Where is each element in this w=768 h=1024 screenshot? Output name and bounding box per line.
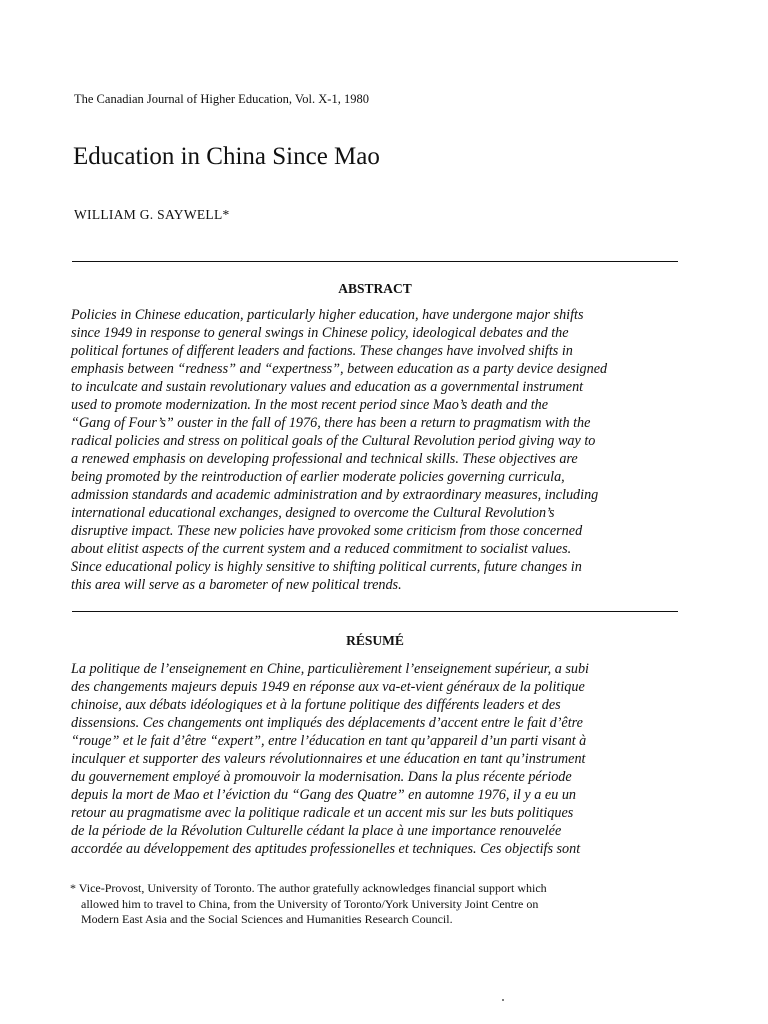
journal-citation: The Canadian Journal of Higher Education, Vol. X-1, 1980 bbox=[74, 92, 369, 106]
resume-line: de la période de la Révolution Culturelle cédant la place à une importance renouvelée bbox=[71, 823, 562, 839]
abstract-line: Since educational policy is highly sensitive to shifting political currents, future changes in bbox=[71, 559, 582, 575]
resume-line: “rouge” et le fait d’être “expert”, entre l’éducation en tant qu’appareil d’un parti visant à bbox=[71, 733, 587, 749]
resume-line: depuis la mort de Mao et l’éviction du “Gang des Quatre” en automne 1976, il y a eu un bbox=[71, 787, 577, 803]
resume-line: des changements majeurs depuis 1949 en réponse aux va-et-vient généraux de la politique bbox=[71, 679, 585, 695]
abstract-body bbox=[71, 306, 691, 594]
abstract-line: to inculcate and sustain revolutionary values and education as a governmental instrument bbox=[71, 379, 584, 395]
article-title: Education in China Since Mao bbox=[73, 143, 380, 170]
author-footnote bbox=[70, 881, 547, 928]
abstract-line: this area will serve as a barometer of new political trends. bbox=[71, 577, 402, 593]
abstract-line: radical policies and stress on political goals of the Cultural Revolution period giving way to bbox=[71, 433, 596, 449]
abstract-line: a renewed emphasis on developing professional and technical skills. These objectives are bbox=[71, 451, 578, 467]
abstract-line: Policies in Chinese education, particularly higher education, have undergone major shifts bbox=[71, 307, 584, 323]
resume-line: du gouvernement employé à promouvoir la modernisation. Dans la plus récente période bbox=[71, 769, 572, 785]
resume-line: inculquer et supporter des valeurs révolutionnaires et une éducation en tant qu’instrument bbox=[71, 751, 586, 767]
abstract-line: used to promote modernization. In the most recent period since Mao’s death and the bbox=[71, 397, 549, 413]
abstract-line: “Gang of Four’s” ouster in the fall of 1976, there has been a return to pragmatism with the bbox=[71, 415, 591, 431]
top-divider bbox=[72, 261, 678, 262]
abstract-line: about elitist aspects of the current system and a reduced commitment to socialist values. bbox=[71, 541, 572, 557]
abstract-line: political fortunes of different leaders and factions. These changes have involved shifts in bbox=[71, 343, 573, 359]
footnote-line: Modern East Asia and the Social Sciences and Humanities Research Council. bbox=[81, 912, 453, 926]
abstract-heading: ABSTRACT bbox=[338, 281, 412, 296]
abstract-line: being promoted by the reintroduction of earlier moderate policies governing curricula, bbox=[71, 469, 565, 485]
author-name: WILLIAM G. SAYWELL* bbox=[74, 207, 230, 222]
resume-line: accordée au développement des aptitudes professionelles et techniques. Ces objectifs sont bbox=[71, 841, 581, 857]
resume-body bbox=[71, 660, 691, 858]
middle-divider bbox=[72, 611, 678, 612]
resume-heading: RÉSUMÉ bbox=[346, 633, 404, 648]
footnote-line: allowed him to travel to China, from the University of Toronto/York University Joint Centre on bbox=[81, 896, 539, 911]
abstract-line: since 1949 in response to general swings in Chinese policy, ideological debates and the bbox=[71, 325, 569, 341]
resume-line: La politique de l’enseignement en Chine, particulièrement l’enseignement supérieur, a subi bbox=[71, 661, 590, 677]
abstract-line: emphasis between “redness” and “expertness”, between education as a party device designed bbox=[71, 361, 608, 377]
abstract-line: admission standards and academic administration and by extraordinary measures, including bbox=[71, 487, 599, 503]
scan-speck bbox=[502, 999, 504, 1001]
resume-line: retour au pragmatisme avec la politique radicale et un accent mis sur les buts politiques bbox=[71, 805, 574, 821]
abstract-line: international educational exchanges, designed to overcome the Cultural Revolution’s bbox=[71, 505, 555, 521]
abstract-line: disruptive impact. These new policies have provoked some criticism from those concerned bbox=[71, 523, 583, 539]
footnote-line: * Vice-Provost, University of Toronto. The author gratefully acknowledges financial support which bbox=[70, 881, 547, 895]
resume-line: chinoise, aux débats idéologiques et à la fortune politique des différents leaders et des bbox=[71, 697, 561, 713]
resume-line: dissensions. Ces changements ont impliqués des déplacements d’accent entre le fait d’être bbox=[71, 715, 583, 731]
